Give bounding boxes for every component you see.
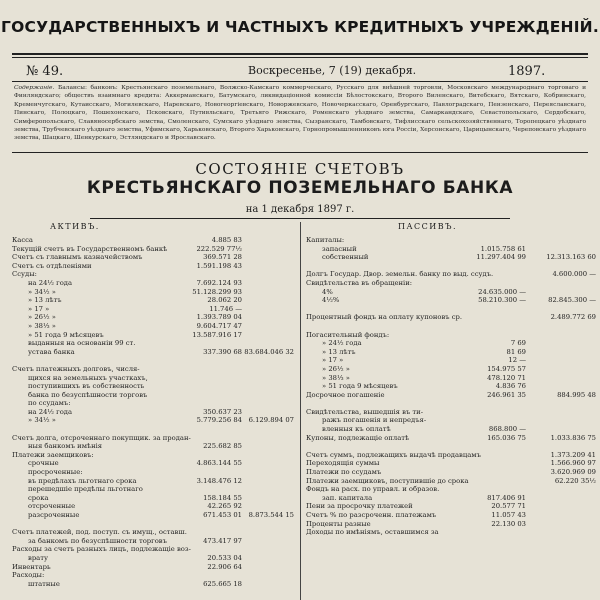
aktiv-row bbox=[12, 494, 296, 503]
aktiv-row bbox=[12, 288, 296, 297]
aktiv-row bbox=[12, 339, 296, 348]
passiv-row-label: Долгъ Государ. Двор. земельн. банку по выд. ссудъ. bbox=[306, 270, 494, 279]
report-title-3: на 1 декабря 1897 г. bbox=[245, 204, 355, 215]
passiv-row bbox=[306, 502, 596, 511]
aktiv-row-total: 8.873.544 15 bbox=[248, 511, 294, 519]
aktiv-row bbox=[12, 374, 296, 383]
passiv-row-label: собственный bbox=[322, 253, 369, 262]
passiv-row-label: Свидѣтельства, вышедшія въ ти- bbox=[306, 407, 424, 416]
passiv-row-label: Фондъ на расх. по управл. и образов. bbox=[306, 485, 440, 494]
passiv-row-total: 2.489.772 69 bbox=[550, 313, 596, 322]
passiv-row bbox=[306, 434, 596, 443]
passiv-row-label: » 24½ года bbox=[322, 339, 362, 348]
aktiv-row bbox=[12, 399, 296, 408]
passiv-row-amount: 7 69 bbox=[510, 339, 526, 348]
passiv-row-label: Платежи заемщиковъ, поступившіе до срока bbox=[306, 476, 469, 485]
aktiv-row-amount: 1.591.198 43 bbox=[196, 261, 242, 270]
passiv-row-label: 4½% bbox=[322, 296, 340, 305]
aktiv-row bbox=[12, 425, 296, 434]
aktiv-row bbox=[12, 382, 296, 391]
aktiv-row bbox=[12, 253, 296, 262]
aktiv-row-label: на 24½ года bbox=[28, 278, 73, 287]
aktiv-row-label: Платежи заемщиковъ: bbox=[12, 450, 94, 459]
passiv-row bbox=[306, 356, 596, 365]
aktiv-row bbox=[12, 296, 296, 305]
aktiv-row-amount: 369.571 28 bbox=[203, 253, 242, 262]
passiv-row-total: 3.620.969 09 bbox=[550, 468, 596, 477]
aktiv-row-label: поступившихъ въ собственность bbox=[28, 382, 145, 391]
passiv-row bbox=[306, 253, 596, 262]
aktiv-row bbox=[12, 571, 296, 580]
masthead-rule bbox=[12, 53, 588, 55]
aktiv-row-amount: 158.184 55 bbox=[203, 493, 242, 502]
aktiv-column bbox=[12, 236, 296, 588]
aktiv-row bbox=[12, 477, 296, 486]
passiv-row-amount: 24.635.000 — bbox=[478, 287, 526, 296]
aktiv-row-amount: 671.453 01 bbox=[203, 511, 242, 519]
passiv-row-label: Счетъ суммъ, подлежащихъ выдачѣ продавцамъ bbox=[306, 450, 481, 459]
summary-rule bbox=[12, 152, 588, 153]
passiv-row bbox=[306, 374, 596, 383]
aktiv-row bbox=[12, 331, 296, 340]
passiv-row bbox=[306, 279, 596, 288]
aktiv-row-label: устава банка bbox=[28, 347, 75, 356]
aktiv-row-amount: 20.533 04 bbox=[207, 553, 242, 562]
aktiv-row-label: просроченные: bbox=[28, 468, 83, 477]
aktiv-row-amount: 4.863.144 55 bbox=[196, 459, 242, 468]
aktiv-row bbox=[12, 416, 296, 425]
passiv-row bbox=[306, 494, 596, 503]
aktiv-row-label: » 13 лѣтъ bbox=[28, 296, 62, 305]
passiv-row bbox=[306, 391, 596, 400]
aktiv-row bbox=[12, 563, 296, 572]
aktiv-row-label: Расходы за счетъ разныхъ лицъ, подлежащіе воз- bbox=[12, 545, 191, 554]
aktiv-row bbox=[12, 468, 296, 477]
aktiv-row-amount: 28.062 20 bbox=[207, 296, 242, 305]
passiv-row-label: » 13 лѣтъ bbox=[322, 347, 356, 356]
aktiv-row-total: 6.129.894 07 bbox=[248, 416, 294, 425]
aktiv-row-amount: 22.906 64 bbox=[207, 562, 242, 571]
aktiv-row-label: Счетъ платежныхъ долговъ, числя- bbox=[12, 364, 140, 373]
aktiv-row-label: Текущій счетъ въ Государственномъ банкѣ bbox=[12, 244, 168, 253]
passiv-row-label: Счетъ % по разсроченн. платежамъ bbox=[306, 511, 437, 519]
passiv-row bbox=[306, 468, 596, 477]
passiv-row bbox=[306, 520, 596, 529]
aktiv-row-label: выданныя на основаніи 99 ст. bbox=[28, 339, 136, 348]
passiv-row-label: Погасительный фондъ: bbox=[306, 330, 390, 339]
aktiv-row-label: банка по безуспѣшности торговъ bbox=[28, 390, 148, 399]
aktiv-row bbox=[12, 528, 296, 537]
issue-rule bbox=[12, 81, 588, 82]
aktiv-row-label: по ссудамъ: bbox=[28, 399, 71, 408]
masthead: ГОСУДАРСТВЕННЫХЪ И ЧАСТНЫХЪ КРЕДИТНЫХЪ УЧРЕЖДЕНІЙ. bbox=[1, 18, 599, 36]
aktiv-row bbox=[12, 365, 296, 374]
passiv-row bbox=[306, 459, 596, 468]
aktiv-row bbox=[12, 545, 296, 554]
aktiv-row-label: » 34½ » bbox=[28, 287, 56, 296]
aktiv-row-label: Счетъ платежей, под. поступ. съ имущ., оставш. bbox=[12, 528, 187, 537]
contents-label: Содержаніе. bbox=[14, 85, 55, 91]
passiv-row-amount: 868.800 — bbox=[488, 425, 526, 434]
aktiv-row-amount: 225.682 85 bbox=[203, 442, 242, 451]
passiv-row bbox=[306, 262, 596, 271]
title-rule bbox=[90, 218, 510, 219]
passiv-row-label: Купоны, подлежащіе оплатѣ bbox=[306, 433, 410, 442]
passiv-row-amount: 58.210.300 — bbox=[478, 296, 526, 305]
passiv-row-amount: 154.975 57 bbox=[487, 364, 526, 373]
passiv-row bbox=[306, 399, 596, 408]
passiv-row-label: Платежи по ссудамъ bbox=[306, 468, 382, 477]
passiv-row bbox=[306, 528, 596, 537]
issue-date: Воскресенье, 7 (19) декабря. bbox=[248, 64, 417, 77]
passiv-row-amount: 81 69 bbox=[506, 347, 526, 356]
aktiv-row-total: 83.684.046 32 bbox=[244, 347, 294, 356]
aktiv-row bbox=[12, 459, 296, 468]
passiv-row-label: Доходы по имѣніямъ, оставшимся за bbox=[306, 528, 439, 537]
passiv-row-label: Процентный фондъ на оплату купоновъ ср. bbox=[306, 313, 463, 322]
passiv-row-label: » 38⅓ » bbox=[322, 373, 350, 382]
aktiv-row bbox=[12, 245, 296, 254]
aktiv-row bbox=[12, 434, 296, 443]
aktiv-row-amount: 42.265 92 bbox=[207, 502, 242, 511]
passiv-row bbox=[306, 288, 596, 297]
aktiv-row bbox=[12, 356, 296, 365]
passiv-row-amount: 817.406 91 bbox=[487, 493, 526, 502]
aktiv-row-label: Счетъ съ главнымъ казначействомъ bbox=[12, 253, 143, 262]
aktiv-row-label: на 24½ года bbox=[28, 407, 73, 416]
aktiv-row-amount: 11.746 — bbox=[209, 304, 242, 313]
aktiv-row bbox=[12, 262, 296, 271]
aktiv-row-label: срока bbox=[28, 493, 49, 502]
passiv-row-label: » 26½ » bbox=[322, 364, 350, 373]
passiv-row-amount: 1.015.758 61 bbox=[480, 244, 526, 253]
passiv-row-amount: 478.120 71 bbox=[487, 373, 526, 382]
aktiv-row bbox=[12, 313, 296, 322]
aktiv-row bbox=[12, 391, 296, 400]
passiv-row-label: Проценты разные bbox=[306, 519, 371, 528]
passiv-row-total: 12.313.163 60 bbox=[546, 253, 596, 262]
aktiv-row bbox=[12, 502, 296, 511]
passiv-row-total: 1.373.209 41 bbox=[550, 450, 596, 459]
passiv-row bbox=[306, 425, 596, 434]
passiv-row bbox=[306, 313, 596, 322]
aktiv-row bbox=[12, 408, 296, 417]
passiv-row bbox=[306, 245, 596, 254]
passiv-row-label: запасный bbox=[322, 244, 357, 253]
aktiv-row-label: врату bbox=[28, 553, 48, 562]
column-divider bbox=[300, 222, 301, 600]
aktiv-row-amount: 350.637 23 bbox=[203, 407, 242, 416]
passiv-row-total: 884.995 48 bbox=[557, 390, 596, 399]
aktiv-row bbox=[12, 451, 296, 460]
passiv-row bbox=[306, 451, 596, 460]
passiv-row bbox=[306, 442, 596, 451]
aktiv-row-amount: 625.665 18 bbox=[203, 579, 242, 588]
aktiv-row-amount: 222.529 77½ bbox=[196, 244, 242, 253]
aktiv-row-label: щихся на земельныхъ участкахъ, bbox=[28, 373, 148, 382]
passiv-column bbox=[306, 236, 596, 537]
aktiv-row bbox=[12, 279, 296, 288]
aktiv-row-amount: 3.148.476 12 bbox=[196, 476, 242, 485]
aktiv-row bbox=[12, 554, 296, 563]
passiv-row bbox=[306, 270, 596, 279]
passiv-row-label: Досрочное погашеніе bbox=[306, 390, 385, 399]
aktiv-row-label: штатные bbox=[28, 579, 60, 588]
passiv-row-label: зап. капитала bbox=[322, 493, 373, 502]
aktiv-row-label: отсроченные bbox=[28, 502, 76, 511]
passiv-row-amount: 11.297.404 99 bbox=[476, 253, 526, 262]
passiv-row-label: Пени за просрочку платежей bbox=[306, 502, 413, 511]
passiv-row-label: » 51 года 9 мѣсяцевъ bbox=[322, 382, 398, 391]
aktiv-row bbox=[12, 485, 296, 494]
aktiv-row bbox=[12, 348, 296, 357]
aktiv-row-label: Счетъ съ отдѣленіями bbox=[12, 261, 92, 270]
aktiv-row bbox=[12, 236, 296, 245]
aktiv-row-label: » 38⅓ » bbox=[28, 321, 56, 330]
aktiv-row-amount: 51.128.299 93 bbox=[192, 287, 242, 296]
passiv-row-label: ражъ погашенія и непредъя- bbox=[322, 416, 427, 425]
passiv-row bbox=[306, 331, 596, 340]
aktiv-row-label: Ссуды: bbox=[12, 270, 37, 279]
passiv-row bbox=[306, 416, 596, 425]
passiv-row-total: 82.845.300 — bbox=[548, 296, 596, 305]
aktiv-row bbox=[12, 270, 296, 279]
aktiv-row-label: Касса bbox=[12, 236, 33, 244]
contents-text: Балансы: банковъ: Крестьянскаго поземельнаго, Волжско-Камскаго коммерческаго, Русскаго для внѣшней торговли, Московскаго международнаго торговаго и Финляндскаго; обществъ взаимнаго кредита: Аккерманскаго, Батумскаго, ликвидаціонной комиссіи Бѣлостокскаго, Второго Виленскаго, Витебскаго, Вятскаго, Кобринскаго, Кременчугскаго, Кутаисскаго, Могилевскаго, Наревскаго, Новогеоргіевскаго, Новоржевскаго, Новочеркасскаго, Оренбургскаго, Павлоградскаго, Пензенскаго, Переяславскаго, Пинскаго, Полоцкаго, Пошехонскаго, Псковскаго, Путивльскаго, Третьяго Рижскаго, Роменскаго уѣзднаго земства, Самаркандскаго, Севастопольскаго, Сердобскаго, Симферопольскаго, Славяносербскаго земства, Смоленскаго, Сумскаго уѣзднаго земства, Сызранскаго, Тамбовскаго, Тифлисскаго сельскохозяйственнаго, Торопецкаго уѣзднаго земства, Трубчевскаго уѣзднаго земства, Уфимскаго, Харьковскаго, Второго Харьковскаго, Горнопромышленниковъ юга Россіи, Херсонскаго, Царицынскаго, Череповскаго уѣзднаго земства, Шацкаго, Шенкурскаго, Эстляндскаго и Ярославскаго. bbox=[14, 85, 586, 142]
passiv-row bbox=[306, 236, 596, 245]
passiv-row-label: 4% bbox=[322, 287, 333, 296]
aktiv-header: АКТИВЪ. bbox=[50, 222, 100, 231]
aktiv-row-amount: 13.587.916 17 bbox=[192, 330, 242, 339]
report-title-1: СОСТОЯНІЕ СЧЕТОВЪ bbox=[195, 160, 405, 178]
aktiv-row-label: за банкомъ по безуспѣшности торговъ bbox=[28, 536, 167, 545]
passiv-row-amount: 12 — bbox=[508, 356, 526, 365]
passiv-row bbox=[306, 511, 596, 520]
passiv-row-total: 1.033.836 75 bbox=[550, 433, 596, 442]
aktiv-row-label: » 26½ » bbox=[28, 313, 56, 322]
passiv-row-total: 1.566.960 97 bbox=[550, 459, 596, 468]
aktiv-row-amount: 473.417 97 bbox=[203, 536, 242, 545]
aktiv-row-label: въ предѣлахъ льготнаго срока bbox=[28, 476, 137, 485]
aktiv-row-label: » 34½ » bbox=[28, 416, 56, 425]
passiv-row bbox=[306, 322, 596, 331]
aktiv-row-label: Инвентарь bbox=[12, 562, 51, 571]
aktiv-row-label: срочные bbox=[28, 459, 59, 468]
passiv-row bbox=[306, 408, 596, 417]
passiv-row-label: » 17 » bbox=[322, 356, 344, 365]
aktiv-row-label: перешедшіе предѣлы льготнаго bbox=[28, 485, 143, 494]
aktiv-row-label: Счетъ долга, отсроченнаго покупщик. за продан- bbox=[12, 433, 191, 442]
passiv-row-label: вленныя къ оплатѣ bbox=[322, 425, 391, 434]
issue-number: № 49. bbox=[26, 64, 64, 79]
passiv-row-amount: 22.130 03 bbox=[491, 519, 526, 528]
passiv-row-total: 62.220 35½ bbox=[554, 476, 596, 485]
passiv-row-total: 4.600.000 — bbox=[552, 270, 596, 279]
passiv-row bbox=[306, 305, 596, 314]
aktiv-row-amount: 337.390 68 bbox=[203, 347, 242, 356]
passiv-row-label: Переходящія суммы bbox=[306, 459, 380, 468]
aktiv-row bbox=[12, 305, 296, 314]
passiv-row-amount: 165.036 75 bbox=[487, 433, 526, 442]
aktiv-row bbox=[12, 322, 296, 331]
aktiv-row-label: » 17 » bbox=[28, 304, 50, 313]
passiv-row-amount: 20.577 71 bbox=[491, 502, 526, 511]
aktiv-row bbox=[12, 537, 296, 546]
passiv-row bbox=[306, 485, 596, 494]
aktiv-row-amount: 5.779.256 84 bbox=[196, 416, 242, 425]
passiv-row bbox=[306, 339, 596, 348]
aktiv-row-label: ныя банкомъ имѣнія bbox=[28, 442, 103, 451]
passiv-row-amount: 246.961 35 bbox=[487, 390, 526, 399]
passiv-row bbox=[306, 477, 596, 486]
passiv-row-label: Свидѣтельства въ обращеніи: bbox=[306, 278, 413, 287]
aktiv-row bbox=[12, 580, 296, 589]
aktiv-row-label: Расходы: bbox=[12, 571, 45, 580]
passiv-row-amount: 4.836 76 bbox=[495, 382, 526, 391]
aktiv-row-amount: 7.692.124 93 bbox=[196, 278, 242, 287]
passiv-header: ПАССИВЪ. bbox=[398, 222, 458, 231]
aktiv-row bbox=[12, 442, 296, 451]
aktiv-row bbox=[12, 511, 296, 520]
passiv-row-amount: 11.057 43 bbox=[491, 511, 526, 519]
issue-year: 1897. bbox=[508, 64, 546, 79]
aktiv-row-amount: 9.604.717 47 bbox=[196, 321, 242, 330]
report-title-2: КРЕСТЬЯНСКАГО ПОЗЕМЕЛЬНАГО БАНКА bbox=[86, 178, 514, 198]
aktiv-row-amount: 1.393.789 04 bbox=[196, 313, 242, 322]
contents-summary bbox=[14, 84, 586, 143]
aktiv-row-amount: 4.885 83 bbox=[211, 236, 242, 244]
passiv-row bbox=[306, 365, 596, 374]
passiv-row-label: Капиталы: bbox=[306, 236, 345, 244]
passiv-row bbox=[306, 348, 596, 357]
passiv-row bbox=[306, 296, 596, 305]
masthead-rule-thin bbox=[12, 57, 588, 58]
aktiv-row-label: разсроченные bbox=[28, 511, 80, 519]
aktiv-row-label: » 51 года 9 мѣсяцевъ bbox=[28, 330, 104, 339]
passiv-row bbox=[306, 382, 596, 391]
aktiv-row bbox=[12, 520, 296, 529]
